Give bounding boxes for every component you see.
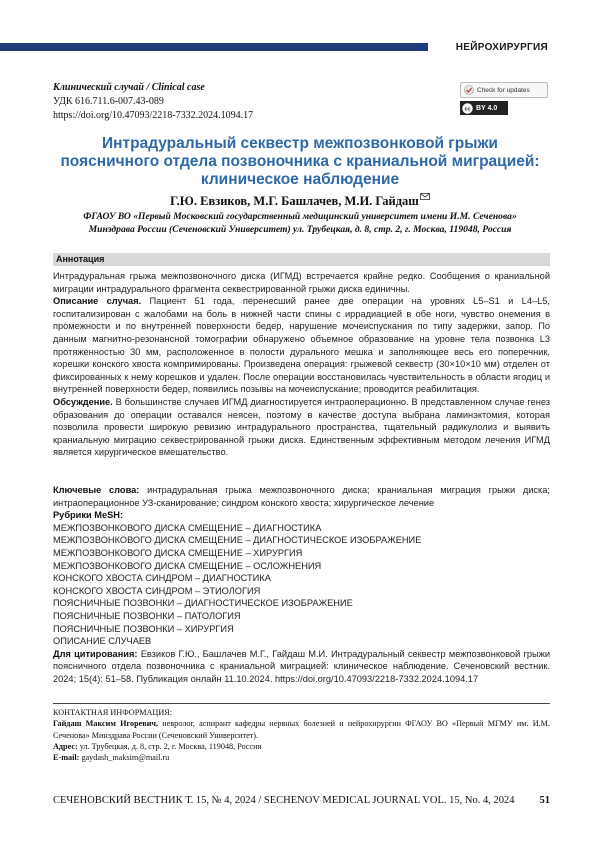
mesh-list [53,522,550,648]
doi-link[interactable]: https://doi.org/10.47093/2218-7332.2024.1094.17 [53,110,254,121]
abstract-body [53,270,550,459]
citation-text: Евзиков Г.Ю., Башлачев М.Г., Гайдаш М.И. Интрадуральный секвестр межпозвонковой грыжи поясничного отдела позвоночника с краниальной миграцией: клиническое наблюдение. Сеченовский вестник. 2024; 15(4): 51–58. Публикация онлайн 11.10.2024. https://doi.org/10.47093/2218-7332.2024.1094.17 [53,648,550,684]
email-link[interactable]: gaydash_maksim@mail.ru [81,753,170,763]
mesh-item: МЕЖПОЗВОНКОВОГО ДИСКА СМЕЩЕНИЕ – ХИРУРГИЯ [53,547,303,558]
affiliation: ФГАОУ ВО «Первый Московский государственный медицинский университет имени И.М. Сеченова» Минздрава России (Сеченовский Университет) ул. Трубецкая, д. 8, стр. 2, г. Москва, 119048, Россия [83,211,517,235]
mesh-label: Рубрики MeSH: [53,510,124,521]
email-label: E-mail: [53,753,80,763]
mesh-item: ОПИСАНИЕ СЛУЧАЕВ [53,636,152,647]
abstract-intro: Интрадуральная грыжа межпозвоночного диска (ИГМД) встречается крайне редко. Сообщения о краниальной миграции интрадурального фрагмента секвестрированной грыжи диска единичны. [53,271,550,294]
contact-person [53,718,550,741]
page-footer [53,795,550,806]
keywords-label: Ключевые слова: [53,485,140,495]
svg-text:cc: cc [464,106,471,113]
mesh-item: КОНСКОГО ХВОСТА СИНДРОМ – ЭТИОЛОГИЯ [53,585,261,596]
discussion-label: Обсуждение. [53,396,113,407]
crossmark-icon [464,85,474,95]
article-meta [53,81,253,123]
keywords-text: интрадуральная грыжа межпозвоночного диска; краниальная миграция грыжи диска; интраоперационное УЗ-сканирование; синдром конского хвоста; хирургическое лечение [53,485,550,508]
authors-line [60,193,540,209]
check-for-updates-badge[interactable] [460,82,548,98]
creative-commons-icon [462,103,473,114]
keywords [53,484,550,509]
mesh-item: ПОЯСНИЧНЫЕ ПОЗВОНКИ – ХИРУРГИЯ [53,623,234,634]
address-text: ул. Трубецкая, д. 8, стр. 2, г. Москва, 119048, Россия [79,741,262,751]
cc-license-badge[interactable] [460,101,508,115]
abstract-heading: Аннотация [56,254,105,264]
article-title: Интрадуральный секвестр межпозвонковой грыжи поясничного отдела позвоночника с краниальной миграцией: клиническое наблюдение [60,135,540,188]
mesh-item: ПОЯСНИЧНЫЕ ПОЗВОНКИ – ДИАГНОСТИЧЕСКОЕ ИЗОБРАЖЕНИЕ [53,598,353,609]
case-text: Пациент 51 года, перенесший ранее две операции на уровнях L5–S1 и L4–L5, госпитализирован с жалобами на боль в нижней части спины с иррадиацией в обе ноги, чувство онемения в промежности и по внутренней поверхности бедер, нарушение мочеиспускания по типу задержки, запор. По данным магнитно-резонансной томографии обнаружено объемное образование на уровне тела позвонка L3 протяженностью 30 мм, расположенное в полости дурального мешка и заполняющее весь его поперечник, корешки конского хвоста компримированы. Произведена операция: грыжевой секвестр (30×10×10 мм) отделен от фиксированных к нему корешков и удален. После операции восстановилась чувствительность в области ягодиц и внутренней поверхности бедер, появились позывы на мочеиспускание; проводится реабилитация. [53,296,550,395]
mesh-item: КОНСКОГО ХВОСТА СИНДРОМ – ДИАГНОСТИКА [53,573,271,584]
page-number: 51 [539,795,550,806]
keywords-mesh-citation [53,484,550,686]
journal-footer: СЕЧЕНОВСКИЙ ВЕСТНИК Т. 15, № 4, 2024 / SECHENOV MEDICAL JOURNAL VOL. 15, No. 4, 2024 [53,795,515,806]
authors: Г.Ю. Евзиков, М.Г. Башлачев, М.И. Гайдаш [170,194,419,208]
address-label: Адрес: [53,741,78,751]
case-type: Клинический случай / Clinical case [53,82,205,93]
contact-email [53,752,550,763]
header-accent-bar [0,43,428,51]
mesh-item: МЕЖПОЗВОНКОВОГО ДИСКА СМЕЩЕНИЕ – ДИАГНОСТИЧЕСКОЕ ИЗОБРАЖЕНИЕ [53,535,422,546]
abstract-heading-bar [53,253,550,266]
cc-license-label: BY 4.0 [476,104,498,112]
citation-label: Для цитирования: [53,648,138,659]
contact-address [53,741,550,752]
udc-code: УДК 616.711.6-007.43-089 [53,96,164,107]
mesh-item: ПОЯСНИЧНЫЕ ПОЗВОНКИ – ПАТОЛОГИЯ [53,610,241,621]
abstract-discussion [53,396,550,459]
mesh-item: МЕЖПОЗВОНКОВОГО ДИСКА СМЕЩЕНИЕ – ДИАГНОСТИКА [53,522,322,533]
contact-details: невролог, аспирант кафедры нервных болезней и нейрохирургии ФГАОУ ВО «Первый МГМУ им. И.М. Сеченова» Минздрава России (Сеченовский Университет). [53,719,550,740]
badges [460,82,550,115]
case-label: Описание случая. [53,296,142,307]
discussion-text: В большинстве случаев ИГМД диагностируется интраоперационно. В представленном случае генез образования до операции оставался неясен, поэтому в качестве доступа выбрана ламинэктомия, которая позволила провести широкую ревизию интрадурального пространства, тщательный радикулолиз и выявить краниальную миграцию секвестрированной грыжи диска. Единственным эффективным методом лечения ИГМД является хирургическое вмешательство. [53,396,550,458]
citation [53,648,550,686]
section-label: НЕЙРОХИРУРГИЯ [455,42,548,53]
envelope-icon [420,193,430,200]
contact-name: Гайдаш Максим Игоревич, [53,719,159,729]
mesh-item: МЕЖПОЗВОНКОВОГО ДИСКА СМЕЩЕНИЕ – ОСЛОЖНЕНИЯ [53,560,322,571]
abstract-case [53,295,550,396]
contact-info [53,707,550,763]
contact-divider [53,703,550,704]
contact-heading: КОНТАКТНАЯ ИНФОРМАЦИЯ: [53,708,172,717]
check-for-updates-label: Check for updates [477,86,530,94]
